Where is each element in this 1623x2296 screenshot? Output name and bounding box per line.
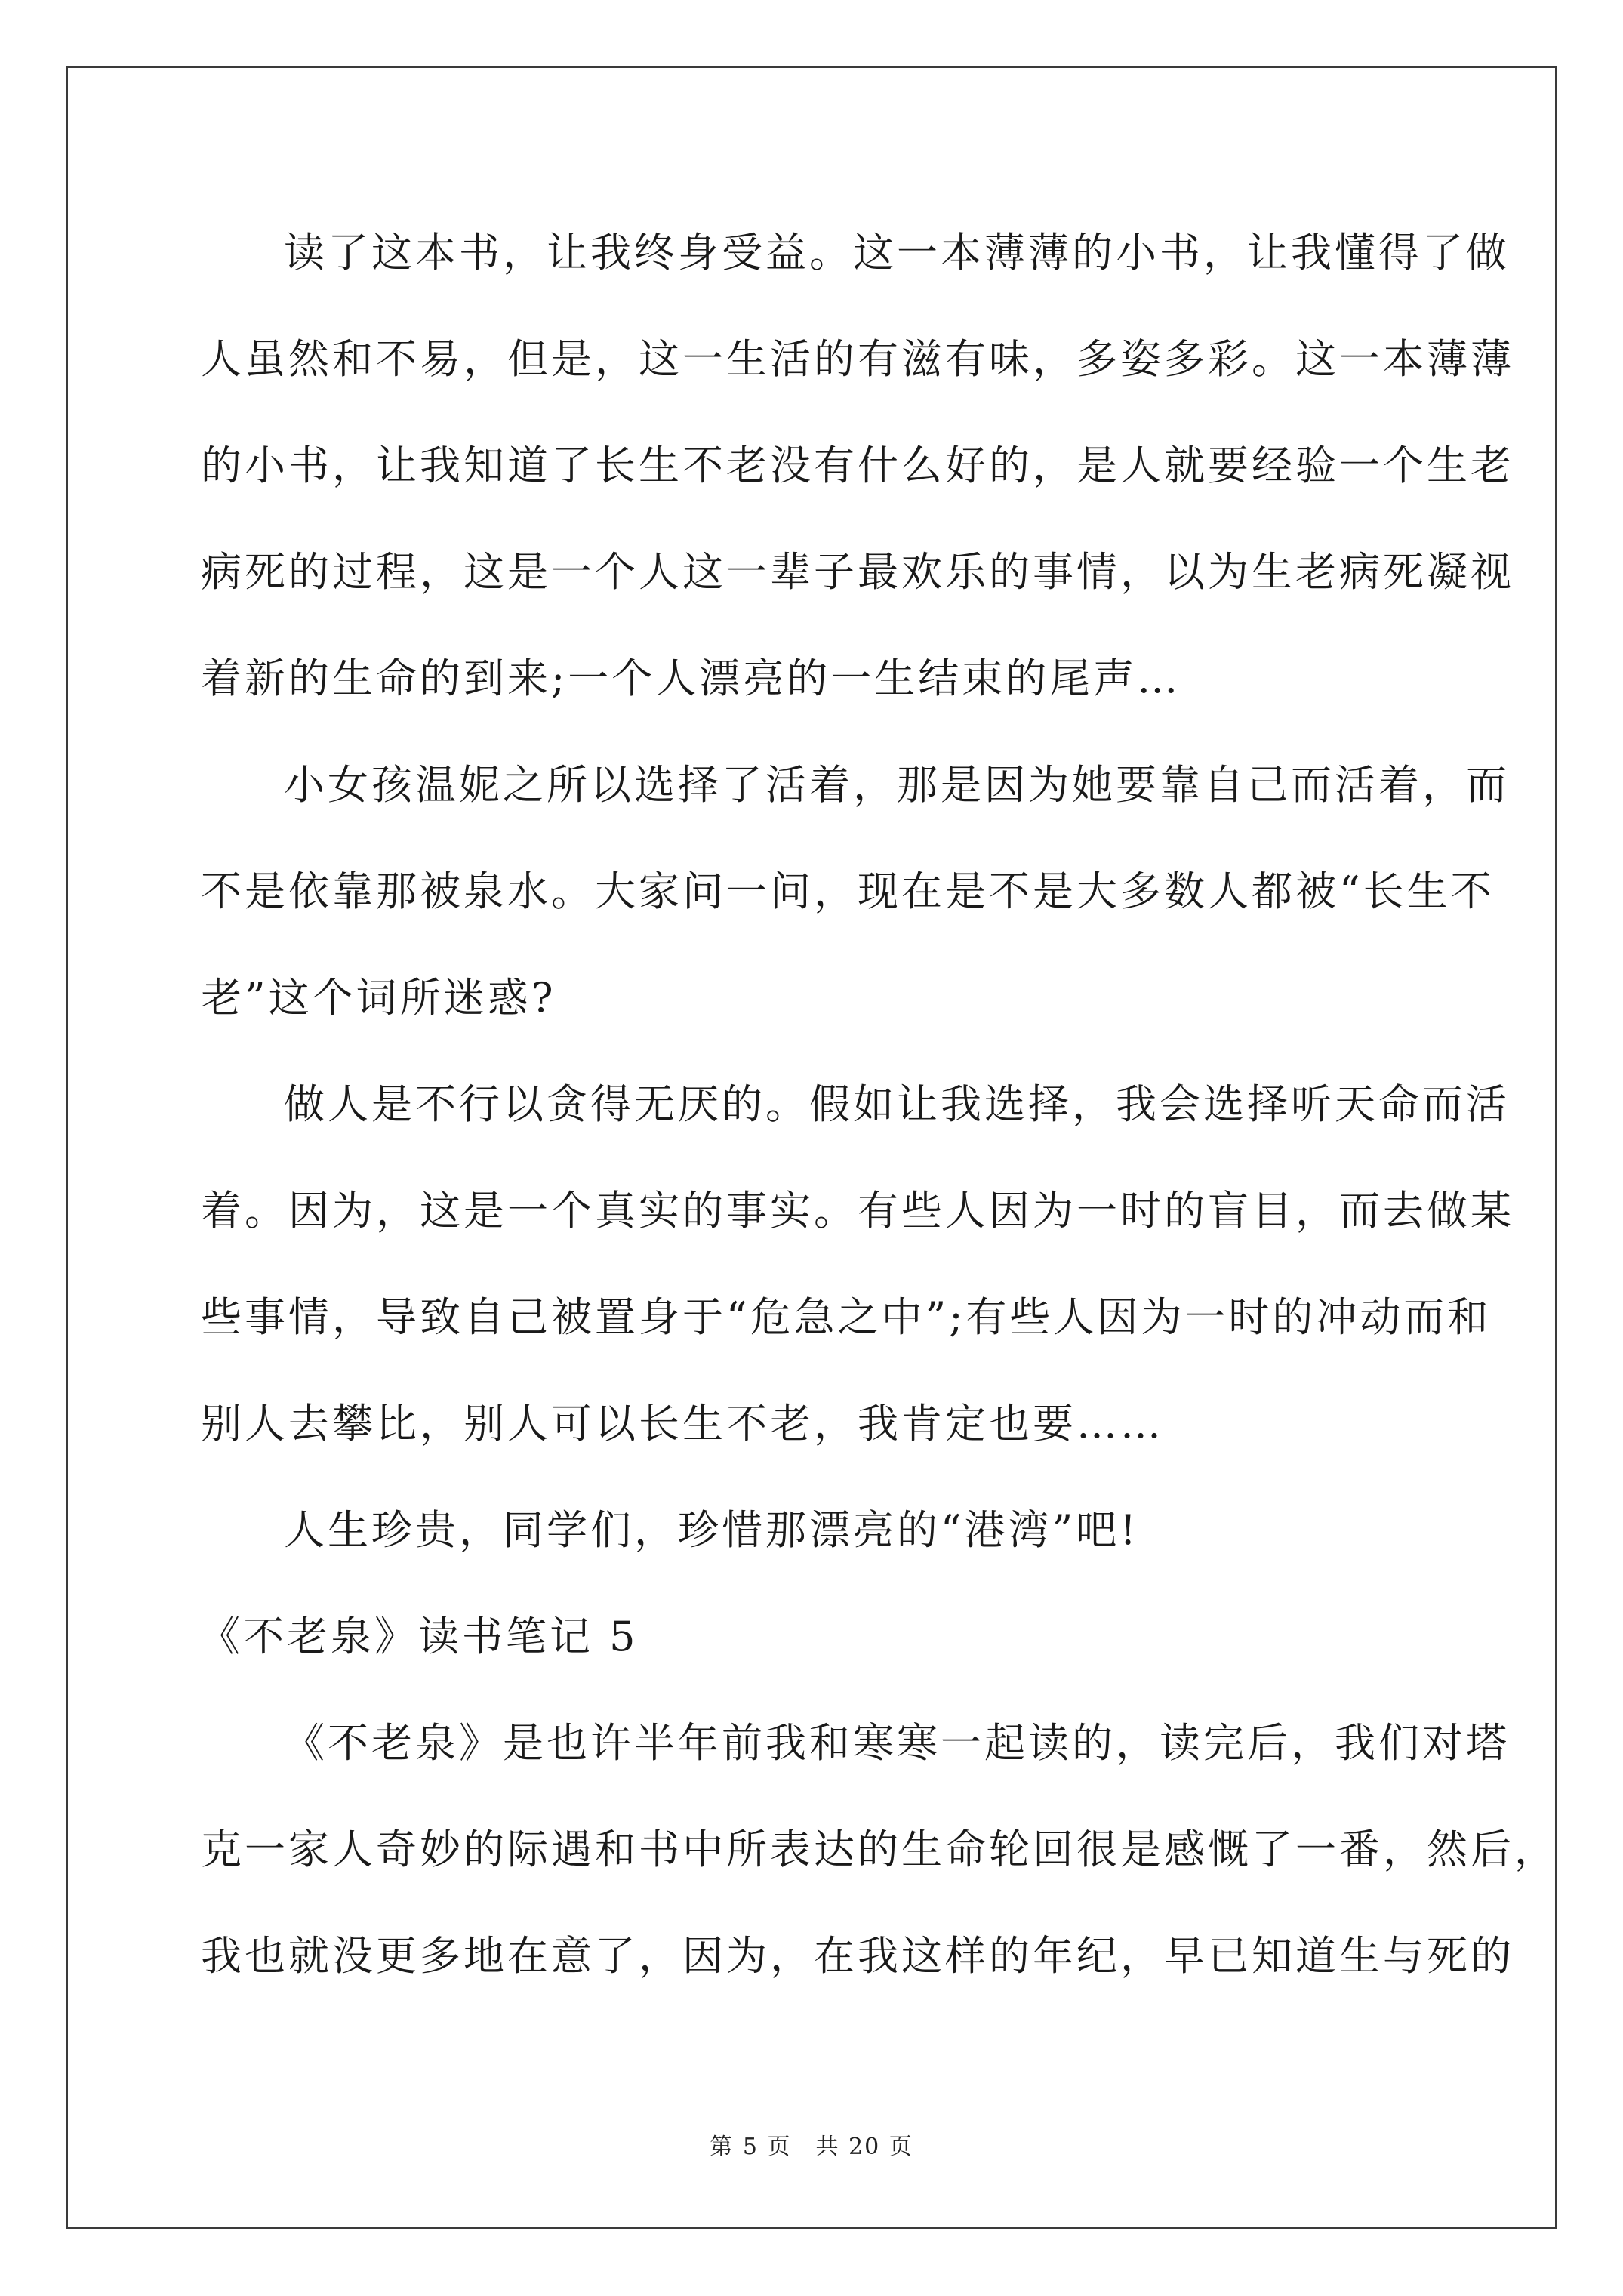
text-line: 我也就没更多地在意了，因为，在我这样的年纪，早已知道生与死的 — [201, 1932, 1514, 1980]
text-line: 些事情，导致自己被置身于“危急之中”;有些人因为一时的冲动而和 — [201, 1293, 1492, 1341]
text-line: 着。因为，这是一个真实的事实。有些人因为一时的盲目，而去做某 — [201, 1187, 1514, 1234]
text-line: 做人是不行以贪得无厌的。假如让我选择，我会选择听天命而活 — [284, 1080, 1510, 1128]
text-line: 老”这个词所迷惑? — [201, 974, 556, 1022]
text-line: 人虽然和不易，但是，这一生活的有滋有味，多姿多彩。这一本薄薄 — [201, 335, 1514, 383]
text-line: 读了这本书，让我终身受益。这一本薄薄的小书，让我懂得了做 — [284, 229, 1510, 276]
text-line: 小女孩温妮之所以选择了活着，那是因为她要靠自己而活着，而 — [284, 761, 1510, 809]
text-line: 着新的生命的到来;一个人漂亮的一生结束的尾声… — [201, 655, 1181, 702]
text-line: 病死的过程，这是一个人这一辈子最欢乐的事情，以为生老病死凝视 — [201, 548, 1514, 596]
text-line: 《不老泉》是也许半年前我和寒寒一起读的，读完后，我们对塔 — [284, 1719, 1510, 1767]
document-body — [199, 219, 1558, 2029]
page-number-footer: 第 5 页 共 20 页 — [710, 2134, 913, 2160]
text-line: 人生珍贵，同学们，珍惜那漂亮的“港湾”吧! — [284, 1506, 1139, 1554]
text-line: 克一家人奇妙的际遇和书中所表达的生命轮回很是感慨了一番，然后， — [201, 1826, 1558, 1873]
text-line: 的小书，让我知道了长生不老没有什么好的，是人就要经验一个生老 — [201, 442, 1514, 489]
text-line: 别人去攀比，别人可以长生不老，我肯定也要…… — [201, 1400, 1164, 1447]
text-line: 不是依靠那被泉水。大家问一问，现在是不是大多数人都被“长生不 — [201, 868, 1495, 915]
section-heading: 《不老泉》读书笔记 5 — [199, 1613, 639, 1660]
